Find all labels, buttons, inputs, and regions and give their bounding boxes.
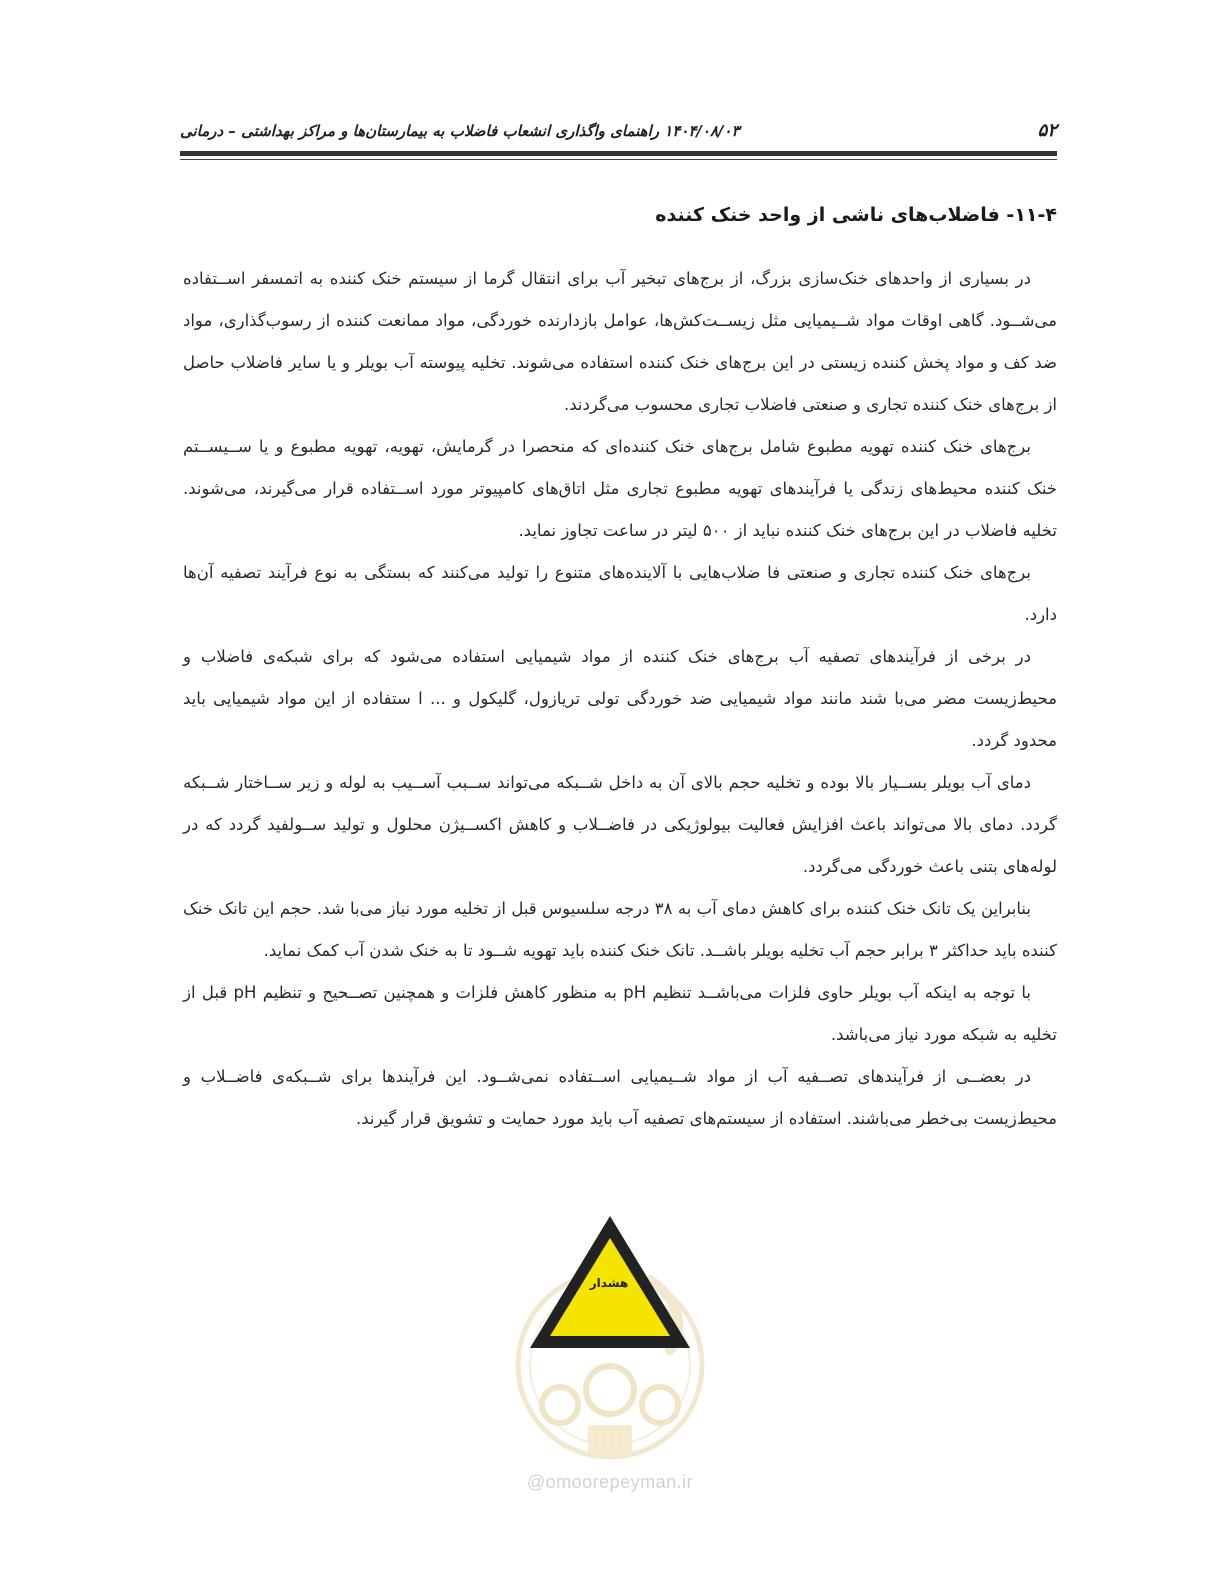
page-header (180, 118, 1057, 148)
header-rule-thick (180, 151, 1057, 156)
header-rule-thin (180, 159, 1057, 160)
section-heading: ۱۱-۴- فاضلاب‌های ناشی از واحد خنک کننده (655, 204, 1057, 226)
warning-label: هشدار (589, 1276, 629, 1290)
body-text (183, 258, 1057, 1140)
running-title: ۱۴۰۴/۰۸/۰۳ راهنمای واگذاری انشعاب فاضلاب به بیمارستان‌ها و مراکز بهداشتی – درمانی (180, 122, 740, 140)
paragraph: دمای آب بویلر بســیار بالا بوده و تخلیه حجم بالای آن به داخل شــبکه می‌تواند ســبب آســیب به لوله و زیر ســاختار شــبکه گردد. دمای بالا می‌تواند باعث افزایش فعالیت بیولوژیکی در فاضــلاب و کاهش اکســیژن محلول و تولید ســولفید گردد که در لوله‌های بتنی باعث خوردگی می‌گردد. (183, 773, 1057, 876)
watermark-url: @omoorepeyman.ir (526, 1472, 694, 1492)
warning-block (500, 1210, 720, 1500)
paragraph: در بسیاری از واحدهای خنک‌سازی بزرگ، از برج‌های تبخیر آب برای انتقال گرما از سیستم خنک کننده به اتمسفر اســتفاده می‌شــود. گاهی اوقات مواد شــیمیایی مثل زیســت‌کش‌ها، عوامل بازدارنده خوردگی، مواد ممانعت کننده از رسوب‌گذاری، مواد ضد کف و مواد پخش کننده زیستی در این برج‌های خنک کننده استفاده می‌شوند. تخلیه پیوسته آب بویلر و یا سایر فاضلاب حاصل از برج‌های خنک کننده تجاری و صنعتی فاضلاب تجاری محسوب می‌گردند. (183, 269, 1057, 414)
paragraph: با توجه به اینکه آب بویلر حاوی فلزات می‌باشــد تنظیم pH به منظور کاهش فلزات و همچنین تصــحیح و تنظیم pH قبل از تخلیه به شبکه مورد نیاز می‌باشد. (183, 983, 1057, 1044)
watermark-logo (500, 1210, 720, 1470)
page-number: ۵۲ (1037, 120, 1057, 141)
paragraph: برج‌های خنک کننده تهویه مطبوع شامل برج‌های خنک کننده‌ای که منحصرا در گرمایش، تهویه، تهویه مطبوع و یا ســیســتم خنک کننده محیط‌های زندگی یا فرآیندهای تهویه مطبوع تجاری مثل اتاق‌های کامپیوتر مورد اســتفاده قرار می‌گیرند، می‌شوند. تخلیه فاضلاب در این برج‌های خنک کننده نباید از ۵۰۰ لیتر در ساعت تجاوز نماید. (183, 437, 1057, 540)
paragraph: در برخی از فرآیندهای تصفیه آب برج‌های خنک کننده از مواد شیمیایی استفاده می‌شود که برای شبکه‌ی فاضلاب و محیط‌زیست مضر می‌با شند مانند مواد شیمیایی ضد خوردگی تولی تریازول، گلیکول و ... ا ستفاده از این مواد شیمیایی باید محدود گردد. (183, 647, 1057, 750)
paragraph: برج‌های خنک کننده تجاری و صنعتی فا ضلاب‌هایی با آلاینده‌های متنوع را تولید می‌کنند که بستگی به نوع فرآیند تصفیه آن‌ها دارد. (183, 563, 1057, 624)
paragraph: بنابراین یک تانک خنک کننده برای کاهش دمای آب به ۳۸ درجه سلسیوس قبل از تخلیه مورد نیاز می‌با شد. حجم این تانک خنک کننده باید حداکثر ۳ برابر حجم آب تخلیه بویلر باشــد. تانک خنک کننده باید تهویه شــود تا به خنک شدن آب کمک نماید. (183, 899, 1057, 960)
paragraph: در بعضــی از فرآیندهای تصــفیه آب از مواد شــیمیایی اســتفاده نمی‌شــود. این فرآیندها برای شــبکه‌ی فاضــلاب و محیط‌زیست بی‌خطر می‌باشند. استفاده از سیستم‌های تصفیه آب باید مورد حمایت و تشویق قرار گیرند. (183, 1067, 1057, 1128)
